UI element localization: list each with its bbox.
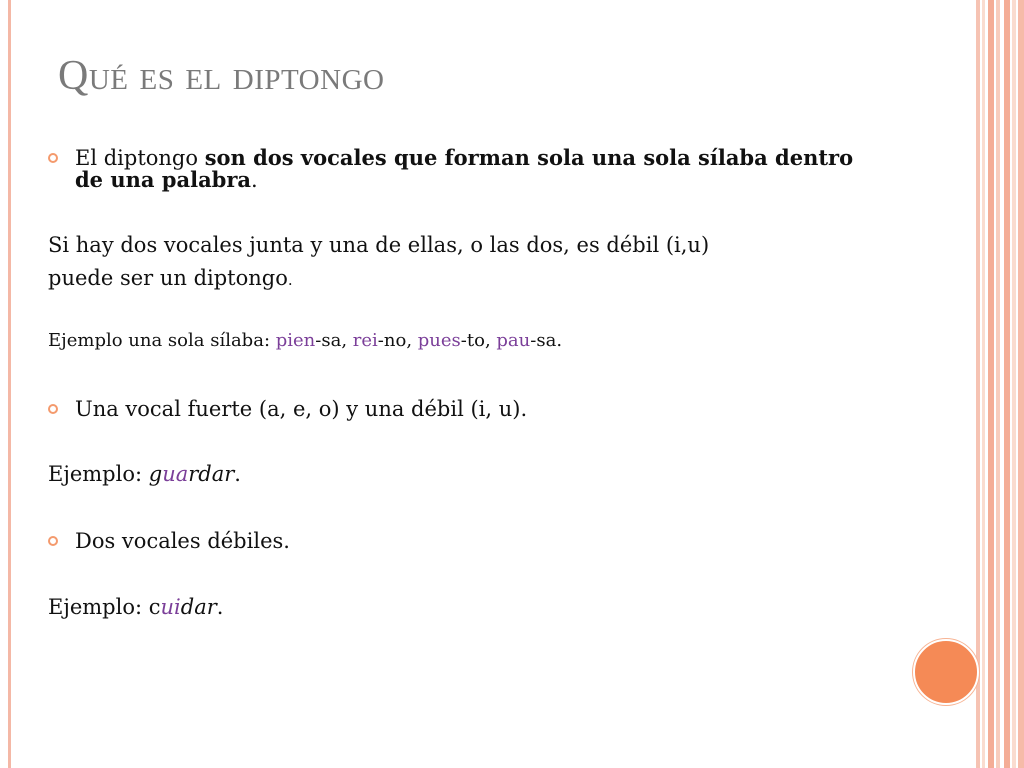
rule-line-2-end: .: [287, 271, 293, 289]
right-stripe: [976, 0, 980, 768]
right-stripe: [988, 0, 994, 768]
example-word-part: dar: [180, 595, 217, 619]
right-stripe: [1018, 0, 1024, 768]
syllable-rest: -sa: [315, 330, 342, 351]
bullet-item-two-weak: [48, 530, 290, 552]
definition-intro: El diptongo: [75, 146, 205, 170]
syllable-strong: pien: [275, 330, 316, 351]
bullet-circle-icon: [48, 153, 58, 163]
right-stripe: [1012, 0, 1016, 768]
right-stripe: [996, 0, 1000, 768]
bullet-circle-icon: [48, 404, 58, 414]
example-syllables: [48, 331, 562, 351]
bullet-item-strong-weak: [48, 398, 527, 420]
syllable-strong: pues: [417, 330, 461, 351]
example-syllables-prefix: Ejemplo una sola sílaba:: [48, 330, 276, 351]
rule-line-2-text: puede ser un diptongo: [48, 266, 288, 290]
example-prefix: Ejemplo: c: [48, 595, 161, 619]
example-end: .: [216, 595, 224, 619]
left-border-line: [8, 0, 11, 768]
example-prefix: Ejemplo:: [48, 462, 149, 486]
rule-line-1: Si hay dos vocales junta y una de ellas, o las dos, es débil (i,u): [48, 233, 710, 257]
bullet-text: Una vocal fuerte (a, e, o) y una débil (i, u).: [75, 397, 528, 421]
syllable-separator: ,: [484, 330, 497, 351]
example-cuidar: [48, 595, 223, 619]
bullet-text: Dos vocales débiles.: [75, 529, 290, 553]
right-stripe: [1004, 0, 1010, 768]
bullet-item-definition: [48, 147, 853, 191]
slide-title: Qué es el diptongo: [58, 53, 385, 99]
syllable-separator: ,: [341, 330, 353, 351]
example-word-part: g: [148, 462, 163, 486]
definition-bold-line1: son dos vocales que forman sola una sola sílaba dentro: [204, 145, 854, 170]
syllable-rest: -sa: [530, 330, 557, 351]
definition-end: .: [251, 168, 258, 192]
syllable-rest: -to: [460, 330, 485, 351]
example-diphthong: ui: [160, 595, 181, 619]
definition-bold-line2: de una palabra: [75, 167, 252, 192]
syllable-separator: .: [556, 330, 563, 351]
example-guardar: [48, 462, 241, 486]
bullet-text: [75, 147, 853, 191]
example-end: .: [234, 462, 241, 486]
rule-line-2: [48, 266, 293, 292]
syllable-rest: -no: [377, 330, 407, 351]
orange-circle-decoration: [913, 639, 979, 705]
example-diphthong: ua: [162, 462, 189, 486]
syllable-separator: ,: [406, 330, 418, 351]
bullet-circle-icon: [48, 536, 58, 546]
syllable-strong: rei: [352, 330, 378, 351]
example-word-part: rdar: [188, 462, 235, 486]
syllable-strong: pau: [496, 330, 531, 351]
right-stripe: [982, 0, 985, 768]
